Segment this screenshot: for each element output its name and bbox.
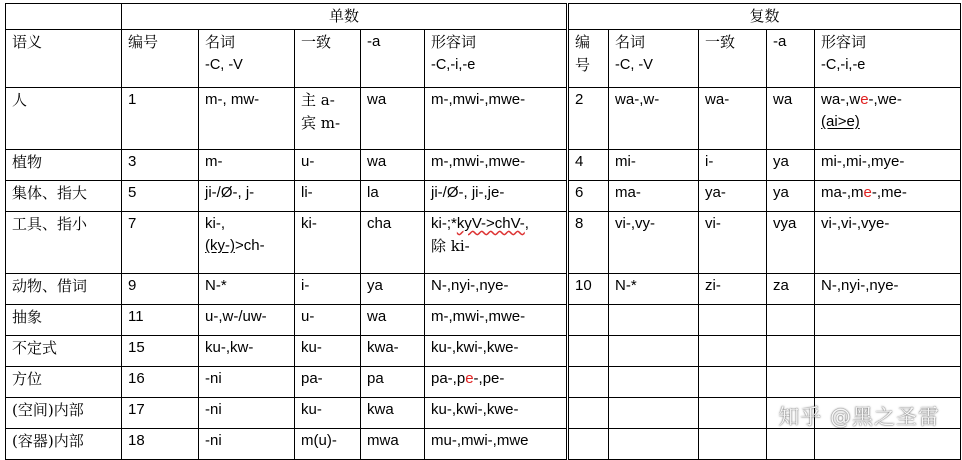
sg-number-header: 编号 bbox=[122, 30, 199, 88]
pl-noun-header: 名词 -C, -V bbox=[609, 30, 699, 88]
sg-adjective-cell: mu-,mwi-,mwe bbox=[425, 429, 568, 460]
sg-adjective-cell: ki-;*kyV->chV-, 除 ki- bbox=[425, 212, 568, 274]
sg-number-cell: 5 bbox=[122, 181, 199, 212]
header-row-columns bbox=[6, 30, 961, 88]
pl-adjective-header: 形容词 -C,-i,-e bbox=[815, 30, 961, 88]
semantics-cell: 工具、指小 bbox=[6, 212, 122, 274]
pl-number-cell bbox=[568, 367, 609, 398]
pl-agreement-cell: wa- bbox=[699, 88, 767, 150]
pl-a-cell bbox=[767, 305, 815, 336]
pl-agreement-cell: zi- bbox=[699, 274, 767, 305]
table-row bbox=[6, 88, 961, 150]
singular-header: 单数 bbox=[122, 4, 568, 30]
pl-adjective-cell: vi-,vi-,vye- bbox=[815, 212, 961, 274]
sg-agreement-cell: ki- bbox=[295, 212, 361, 274]
plural-header: 复数 bbox=[568, 4, 961, 30]
pl-agreement-cell: i- bbox=[699, 150, 767, 181]
sg-agreement-cell: u- bbox=[295, 305, 361, 336]
pl-agreement-header: 一致 bbox=[699, 30, 767, 88]
sg-noun-cell: ki-, (ky-)>ch- bbox=[199, 212, 295, 274]
sg-noun-cell: u-,w-/uw- bbox=[199, 305, 295, 336]
pl-agreement-cell: vi- bbox=[699, 212, 767, 274]
pl-agreement-cell bbox=[699, 367, 767, 398]
corner-cell bbox=[6, 4, 122, 30]
sg-a-cell: mwa bbox=[361, 429, 425, 460]
table-row bbox=[6, 429, 961, 460]
sg-a-cell: ya bbox=[361, 274, 425, 305]
pl-noun-cell: vi-,vy- bbox=[609, 212, 699, 274]
sg-adjective-cell: m-,mwi-,mwe- bbox=[425, 305, 568, 336]
pl-number-header: 编 号 bbox=[568, 30, 609, 88]
sg-adjective-cell: ku-,kwi-,kwe- bbox=[425, 336, 568, 367]
pl-noun-cell bbox=[609, 429, 699, 460]
table-row bbox=[6, 274, 961, 305]
semantics-cell: 抽象 bbox=[6, 305, 122, 336]
pl-adjective-cell bbox=[815, 305, 961, 336]
sg-agreement-cell: ku- bbox=[295, 398, 361, 429]
pl-a-cell: wa bbox=[767, 88, 815, 150]
sg-number-cell: 9 bbox=[122, 274, 199, 305]
pl-a-cell bbox=[767, 429, 815, 460]
sg-noun-cell: -ni bbox=[199, 367, 295, 398]
semantics-cell: 植物 bbox=[6, 150, 122, 181]
pl-adjective-cell bbox=[815, 336, 961, 367]
semantics-cell: 动物、借词 bbox=[6, 274, 122, 305]
pl-agreement-cell bbox=[699, 398, 767, 429]
table-row bbox=[6, 336, 961, 367]
pl-noun-cell bbox=[609, 398, 699, 429]
sg-a-cell: cha bbox=[361, 212, 425, 274]
sg-agreement-cell: i- bbox=[295, 274, 361, 305]
pl-a-cell: vya bbox=[767, 212, 815, 274]
sg-noun-cell: m-, mw- bbox=[199, 88, 295, 150]
sg-adjective-header: 形容词 -C,-i,-e bbox=[425, 30, 568, 88]
sg-a-cell: wa bbox=[361, 150, 425, 181]
table-row bbox=[6, 305, 961, 336]
semantics-cell: 方位 bbox=[6, 367, 122, 398]
sg-number-cell: 7 bbox=[122, 212, 199, 274]
pl-number-cell: 8 bbox=[568, 212, 609, 274]
sg-number-cell: 15 bbox=[122, 336, 199, 367]
pl-adjective-cell bbox=[815, 429, 961, 460]
sg-number-cell: 16 bbox=[122, 367, 199, 398]
pl-agreement-cell bbox=[699, 336, 767, 367]
pl-a-cell bbox=[767, 367, 815, 398]
pl-noun-cell bbox=[609, 367, 699, 398]
table-row bbox=[6, 367, 961, 398]
semantics-cell: 不定式 bbox=[6, 336, 122, 367]
semantics-header: 语义 bbox=[6, 30, 122, 88]
semantics-cell: (容器)内部 bbox=[6, 429, 122, 460]
pl-a-cell bbox=[767, 336, 815, 367]
sg-a-cell: wa bbox=[361, 88, 425, 150]
pl-noun-cell: wa-,w- bbox=[609, 88, 699, 150]
pl-number-cell: 6 bbox=[568, 181, 609, 212]
sg-agreement-cell: ku- bbox=[295, 336, 361, 367]
table-row bbox=[6, 150, 961, 181]
pl-adjective-cell: wa-,we-,we- (ai>e) bbox=[815, 88, 961, 150]
pl-adjective-cell: ma-,me-,me- bbox=[815, 181, 961, 212]
sg-agreement-cell: li- bbox=[295, 181, 361, 212]
pl-a-header: -a bbox=[767, 30, 815, 88]
sg-agreement-cell: m(u)- bbox=[295, 429, 361, 460]
pl-number-cell: 2 bbox=[568, 88, 609, 150]
sg-noun-cell: -ni bbox=[199, 429, 295, 460]
sg-adjective-cell: m-,mwi-,mwe- bbox=[425, 88, 568, 150]
sg-number-cell: 18 bbox=[122, 429, 199, 460]
pl-noun-cell: ma- bbox=[609, 181, 699, 212]
sg-noun-cell: ku-,kw- bbox=[199, 336, 295, 367]
pl-adjective-cell bbox=[815, 367, 961, 398]
document-page bbox=[5, 3, 960, 450]
watermark: 知乎 @黑之圣雷 bbox=[778, 405, 940, 429]
semantics-cell: 人 bbox=[6, 88, 122, 150]
pl-number-cell bbox=[568, 336, 609, 367]
sg-noun-cell: m- bbox=[199, 150, 295, 181]
pl-noun-cell: mi- bbox=[609, 150, 699, 181]
pl-number-cell bbox=[568, 305, 609, 336]
table-row bbox=[6, 212, 961, 274]
table-row bbox=[6, 181, 961, 212]
sg-number-cell: 1 bbox=[122, 88, 199, 150]
sg-noun-header: 名词 -C, -V bbox=[199, 30, 295, 88]
pl-a-cell: ya bbox=[767, 150, 815, 181]
sg-agreement-cell: u- bbox=[295, 150, 361, 181]
sg-number-cell: 11 bbox=[122, 305, 199, 336]
sg-number-cell: 17 bbox=[122, 398, 199, 429]
sg-a-cell: wa bbox=[361, 305, 425, 336]
sg-agreement-cell: 主 a- 宾 m- bbox=[295, 88, 361, 150]
pl-noun-cell bbox=[609, 336, 699, 367]
pl-adjective-cell: mi-,mi-,mye- bbox=[815, 150, 961, 181]
semantics-cell: (空间)内部 bbox=[6, 398, 122, 429]
pl-a-cell: ya bbox=[767, 181, 815, 212]
semantics-cell: 集体、指大 bbox=[6, 181, 122, 212]
sg-agreement-header: 一致 bbox=[295, 30, 361, 88]
pl-number-cell bbox=[568, 398, 609, 429]
sg-agreement-cell: pa- bbox=[295, 367, 361, 398]
sg-noun-cell: -ni bbox=[199, 398, 295, 429]
header-row-groups bbox=[6, 4, 961, 30]
pl-number-cell bbox=[568, 429, 609, 460]
pl-agreement-cell bbox=[699, 429, 767, 460]
sg-adjective-cell: ku-,kwi-,kwe- bbox=[425, 398, 568, 429]
noun-class-table bbox=[5, 3, 961, 460]
pl-noun-cell: N-* bbox=[609, 274, 699, 305]
sg-a-cell: la bbox=[361, 181, 425, 212]
pl-adjective-cell: N-,nyi-,nye- bbox=[815, 274, 961, 305]
sg-a-header: -a bbox=[361, 30, 425, 88]
sg-adjective-cell: m-,mwi-,mwe- bbox=[425, 150, 568, 181]
sg-adjective-cell: pa-,pe-,pe- bbox=[425, 367, 568, 398]
pl-agreement-cell bbox=[699, 305, 767, 336]
sg-number-cell: 3 bbox=[122, 150, 199, 181]
sg-a-cell: kwa- bbox=[361, 336, 425, 367]
pl-number-cell: 10 bbox=[568, 274, 609, 305]
sg-noun-cell: N-* bbox=[199, 274, 295, 305]
sg-adjective-cell: ji-/Ø-, ji-,je- bbox=[425, 181, 568, 212]
sg-adjective-cell: N-,nyi-,nye- bbox=[425, 274, 568, 305]
pl-number-cell: 4 bbox=[568, 150, 609, 181]
pl-agreement-cell: ya- bbox=[699, 181, 767, 212]
sg-noun-cell: ji-/Ø-, j- bbox=[199, 181, 295, 212]
pl-a-cell: za bbox=[767, 274, 815, 305]
pl-noun-cell bbox=[609, 305, 699, 336]
sg-a-cell: pa bbox=[361, 367, 425, 398]
sg-a-cell: kwa bbox=[361, 398, 425, 429]
